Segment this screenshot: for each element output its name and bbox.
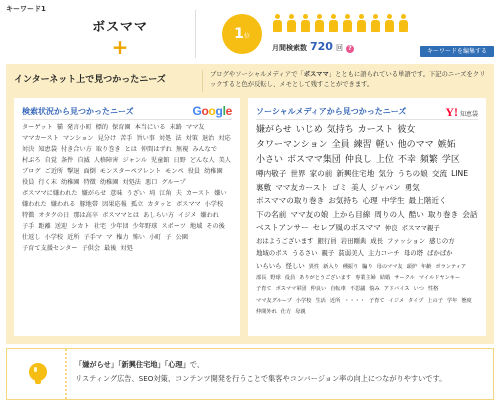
need-word[interactable]: 裏敷 (256, 182, 272, 192)
need-word[interactable]: 小学校 (204, 201, 224, 208)
need-word[interactable]: うるさい (291, 249, 318, 258)
need-word[interactable]: 銀行員 (317, 236, 337, 245)
need-word[interactable]: 最後 (104, 245, 117, 252)
need-word[interactable]: 苦手 (120, 135, 133, 142)
rank-number: 1 (234, 26, 244, 42)
need-word[interactable]: 岩田剛典 (340, 236, 367, 245)
need-word[interactable]: 美人 (218, 157, 231, 164)
need-word[interactable]: 少年団 (110, 223, 129, 230)
need-word[interactable]: 嫌い (214, 190, 227, 197)
need-word[interactable]: 結婚 (379, 275, 391, 282)
need-word[interactable]: 条件 (60, 157, 74, 164)
need-word[interactable]: 世界 (290, 169, 306, 178)
need-word[interactable]: 上の子 (427, 297, 443, 304)
need-word[interactable]: みんなで (192, 146, 218, 153)
panel-divider (202, 70, 203, 92)
insight-text: 「嫌がらせ」「新興住宅地」「心理」で、 リスティング広告、SEO対策、コンテンツ開発を行うことで集客やコンバージョン率の向上につながりやすいです。 (75, 360, 447, 383)
need-word[interactable]: うちの娘 (397, 169, 428, 178)
need-word[interactable]: 自滅 (77, 157, 90, 164)
need-word[interactable]: 頻繁 (419, 155, 438, 165)
need-word[interactable]: どんな人 (189, 157, 215, 164)
edit-keyword-button[interactable]: キーワードを編集する (420, 46, 494, 57)
person-icon (384, 14, 395, 32)
need-word[interactable]: 彼女 (397, 125, 416, 135)
need-word[interactable]: 新入り (323, 263, 339, 270)
person-icon (342, 14, 353, 32)
need-word[interactable]: 撃退 (67, 168, 80, 175)
need-word[interactable]: 保育園 (112, 124, 131, 131)
need-word[interactable]: ゴミ (331, 182, 348, 192)
need-word[interactable]: 小学校 (44, 234, 64, 241)
need-word[interactable]: カタッと (147, 201, 172, 208)
need-word[interactable]: 標的 (95, 124, 109, 131)
plus-icon: + (111, 35, 129, 59)
need-word[interactable]: 豚地帯 (79, 201, 99, 208)
need-word[interactable]: 見分け (97, 135, 117, 142)
need-word[interactable]: 対応 (218, 135, 231, 142)
need-word[interactable]: いらいら (256, 261, 282, 270)
need-word[interactable]: 母親 (295, 308, 306, 315)
monthly-count: 720 (310, 40, 333, 53)
need-word[interactable]: 夫 (175, 190, 182, 197)
need-word[interactable]: 気持ち (326, 125, 354, 135)
lightbulb-icon (29, 363, 47, 381)
need-word[interactable]: 子手 (22, 223, 35, 230)
need-word[interactable]: 怖い (132, 234, 145, 241)
need-word[interactable]: 中学生 (381, 196, 405, 206)
monthly-searches (272, 40, 354, 53)
need-word[interactable]: 自覚 (44, 157, 57, 164)
need-word[interactable]: 母の塔 (403, 249, 423, 258)
need-word[interactable]: ありがとうございます (299, 275, 352, 282)
need-word[interactable]: カースト (185, 190, 211, 197)
need-word[interactable]: ジャパン (370, 182, 401, 192)
google-logo-icon: Google (192, 104, 232, 118)
need-word[interactable]: 勇気 (404, 182, 420, 192)
need-word[interactable]: 子手マ (83, 234, 103, 241)
need-word[interactable]: 態度 (461, 297, 472, 304)
need-word[interactable]: 地域 (189, 223, 203, 230)
need-word[interactable]: 意味 (110, 190, 123, 197)
social-word-cloud (256, 124, 478, 316)
need-word[interactable]: オタクの日 (38, 212, 70, 219)
need-word[interactable]: 地域のボス (256, 249, 288, 258)
need-word[interactable]: マンション (62, 135, 94, 142)
need-word[interactable]: モンペ (165, 168, 184, 175)
need-word[interactable]: 練習 (353, 140, 372, 150)
need-word[interactable]: 幼稚園 (99, 179, 119, 186)
need-word[interactable]: ばかばか (426, 249, 453, 258)
insight-keyword-1: 「嫌がらせ」 (75, 360, 118, 369)
need-word[interactable]: 発言小町 (66, 124, 92, 131)
need-word[interactable]: ボスママに嫌われた (22, 190, 78, 197)
need-word[interactable]: 公園 (175, 234, 188, 241)
need-word[interactable]: 異性 (308, 263, 320, 270)
rank-badge (222, 14, 262, 54)
need-word[interactable]: 最上階近く (408, 196, 447, 206)
need-word[interactable]: 子供会 (81, 245, 101, 252)
need-word[interactable]: ジャンル (122, 157, 147, 164)
need-word[interactable]: 取り巻き (427, 209, 459, 219)
need-word[interactable]: モンスターペアレント (99, 168, 162, 175)
monthly-unit: 回 (335, 44, 343, 52)
need-word[interactable]: マイルドヤンキー (418, 275, 461, 282)
need-word[interactable]: 村ぶろ (22, 157, 41, 164)
insight-keyword-3: 「心理」 (164, 360, 190, 369)
monthly-label: 月間検索数 (272, 44, 307, 52)
need-word[interactable]: 親子 (321, 249, 335, 258)
need-word[interactable]: 役員 (284, 275, 296, 282)
need-word[interactable]: 上位 (375, 155, 394, 165)
need-word[interactable]: 軽い (375, 140, 394, 150)
need-word[interactable]: 面倒 (83, 168, 96, 175)
need-word[interactable]: サークル (394, 275, 415, 282)
need-word[interactable]: 専業主婦 (355, 275, 376, 282)
need-word[interactable]: 頭炉 (406, 263, 418, 270)
yahoo-chiebukuro-logo-icon: Y! 知恵袋 (445, 105, 478, 119)
need-word[interactable]: 噂内敬子 (256, 169, 287, 178)
need-word[interactable]: 嫌がらせ (256, 125, 292, 135)
need-word[interactable]: 美人 (351, 182, 367, 192)
need-word[interactable]: 社宅 (93, 223, 107, 230)
need-word[interactable]: 悩み (369, 286, 380, 293)
need-word[interactable]: 無視 (175, 146, 189, 153)
help-icon[interactable]: ? (346, 45, 354, 53)
need-word[interactable]: 上から目線 (332, 209, 371, 219)
header-divider (195, 10, 196, 58)
need-word[interactable]: ママ友 (185, 124, 205, 131)
need-word[interactable]: 新興住宅地 (336, 169, 375, 178)
need-word[interactable]: ママ友グループ (256, 297, 292, 304)
need-word[interactable]: タワーマンション (256, 140, 328, 150)
need-word[interactable]: 役員 (22, 179, 35, 186)
need-word[interactable]: イジメ (178, 212, 197, 219)
need-word[interactable]: ボスママ集団 (287, 155, 341, 165)
need-word[interactable]: 母のママ友 (376, 263, 403, 270)
need-word[interactable]: ターゲット (22, 124, 53, 131)
need-word[interactable]: 交流 (431, 169, 448, 178)
social-card-header (256, 104, 478, 120)
need-word[interactable]: 不幸 (397, 155, 416, 165)
need-word[interactable]: 孤立 (130, 201, 144, 208)
need-word[interactable]: 成長 (370, 236, 384, 245)
need-word[interactable]: 小さい (256, 155, 284, 165)
need-word[interactable]: いじめ (295, 125, 323, 135)
need-word[interactable]: 埼 (149, 190, 156, 197)
need-word[interactable]: 主力コーチ (367, 249, 400, 258)
need-word[interactable]: 少年野球 (132, 223, 158, 230)
need-word[interactable]: 距離 (38, 223, 51, 230)
need-word[interactable]: あしらい方 (143, 212, 175, 219)
search-word-cloud (22, 124, 232, 253)
need-word[interactable]: 対処 (120, 245, 133, 252)
need-word[interactable]: ボランティア (435, 263, 467, 270)
need-word[interactable]: 嫉妬 (437, 140, 456, 150)
need-word[interactable]: 退治 (201, 135, 215, 142)
need-word[interactable]: 知恵袋 (38, 146, 57, 153)
need-word[interactable]: ボスママ軍団 (275, 286, 307, 293)
need-word[interactable]: スポーツ (161, 223, 186, 230)
need-word[interactable]: 子育て支援センター (22, 245, 78, 252)
need-word[interactable]: ママ友カースト (275, 182, 328, 192)
need-word[interactable]: 子育て (369, 297, 385, 304)
need-word[interactable]: ご近所 (44, 168, 64, 175)
need-word[interactable]: いつ (413, 286, 424, 293)
need-word[interactable]: 気分 (378, 169, 394, 178)
need-word[interactable]: 仲良し (344, 155, 372, 165)
need-word[interactable]: 全員 (331, 140, 350, 150)
need-word[interactable]: うざい (126, 190, 146, 197)
need-word[interactable]: 対策 (185, 135, 198, 142)
panel-description: ブログやソーシャルメディアで「ボスママ」とともに語られている単語です。下記のニーズをクリックすると色が反転し、メモとして残すことができます。 (210, 71, 486, 88)
need-word[interactable]: お気持ち (328, 196, 359, 206)
need-word[interactable]: 幼稚園 (60, 179, 80, 186)
need-word[interactable]: 対処 (159, 135, 172, 142)
need-word[interactable]: イジメ (388, 297, 405, 304)
need-word[interactable]: 人格障害 (93, 157, 119, 164)
person-icon (300, 14, 311, 32)
need-word[interactable]: 騙り (362, 263, 373, 270)
need-word[interactable]: 那は高卒 (73, 212, 99, 219)
need-word[interactable]: 周りの人 (374, 209, 405, 219)
need-word[interactable]: アドバイス (383, 286, 410, 293)
need-word[interactable]: 野球 (270, 275, 281, 282)
need-word[interactable]: ・・・・ (344, 297, 366, 304)
insight-box (6, 348, 494, 400)
need-word[interactable]: 心理 (362, 196, 378, 206)
person-icon (272, 14, 283, 32)
need-word[interactable]: 貧弱美人 (338, 249, 364, 258)
search-needs-card (14, 98, 240, 336)
need-word[interactable]: 仲間外れ (256, 308, 277, 315)
need-word[interactable]: 年齢 (421, 263, 432, 270)
need-word[interactable]: 役員 (187, 168, 201, 175)
need-word[interactable]: とは (124, 146, 137, 153)
need-word[interactable]: 自転車 (330, 286, 346, 293)
need-word[interactable]: 種振り (342, 263, 359, 270)
need-word[interactable]: 怪しい (285, 261, 305, 270)
need-word[interactable]: 行く末 (38, 179, 57, 186)
need-word[interactable]: ボスママの取り巻き (256, 196, 325, 206)
need-word[interactable]: マ (106, 234, 113, 241)
need-word[interactable]: 他のママ (397, 140, 434, 150)
need-word[interactable]: 部長 (256, 275, 267, 282)
person-icon (356, 14, 367, 32)
need-word[interactable]: 嫌われた (22, 201, 47, 208)
need-word[interactable]: 権力 (116, 234, 129, 241)
need-word[interactable]: ママカースト (22, 135, 59, 142)
need-word[interactable]: 仲良い (310, 286, 327, 293)
need-word[interactable]: 法 (175, 135, 182, 142)
needs-panel (6, 64, 494, 344)
need-word[interactable]: 日野 (173, 157, 186, 164)
search-card-header (22, 104, 232, 120)
keyword-label: キーワード1 (6, 5, 46, 13)
need-word[interactable]: 不思議 (349, 286, 366, 293)
need-word[interactable]: セレブ風のボスママ (312, 223, 381, 233)
person-icon (398, 14, 409, 32)
need-word[interactable]: 近所 (67, 234, 80, 241)
need-word[interactable]: 本当にいる (134, 124, 166, 131)
need-word[interactable]: 特徴 (83, 179, 96, 186)
need-word[interactable]: 仕方 (280, 308, 292, 315)
need-word[interactable]: 酷い (408, 209, 424, 219)
need-word[interactable]: ママ友の娘 (290, 209, 329, 219)
insight-keyword-2: 「新興住宅地」 (117, 360, 165, 369)
need-word[interactable]: タイプ (408, 297, 424, 304)
search-card-title: 検索状況から見つかったニーズ (22, 107, 134, 116)
need-word[interactable]: ボスママ親子 (401, 224, 440, 233)
need-word[interactable]: その後 (206, 223, 225, 230)
need-word[interactable]: 仕返し (22, 234, 41, 241)
need-word[interactable]: ボスママ (175, 201, 201, 208)
need-word[interactable]: 因果応報 (102, 201, 127, 208)
need-word[interactable]: 感じの方 (429, 236, 455, 245)
need-word[interactable]: 生活 (315, 297, 326, 304)
need-word[interactable]: 猫 (56, 124, 63, 131)
need-word[interactable]: おはようございます (256, 236, 314, 245)
need-word[interactable]: 子 (165, 234, 172, 241)
need-word[interactable]: 取り巻き (95, 146, 121, 153)
need-word[interactable]: 対処法 (122, 179, 141, 186)
keyword-text: ボスママ (92, 20, 148, 35)
social-needs-card (248, 98, 486, 336)
need-word[interactable]: 送迎 (54, 223, 68, 230)
person-icon (314, 14, 325, 32)
need-word[interactable]: ベストアンサー (256, 223, 309, 233)
person-icon (370, 14, 381, 32)
person-icon (286, 14, 297, 32)
need-word[interactable]: 児童館 (150, 157, 170, 164)
need-word[interactable]: 子育て (256, 286, 272, 293)
need-word[interactable]: 下の名前 (256, 209, 287, 219)
need-word[interactable]: 付き合い方 (60, 146, 92, 153)
need-word[interactable]: 仲良 (384, 224, 398, 233)
need-word[interactable]: 性格 (427, 286, 439, 293)
need-word[interactable]: 仲間はずれ (141, 146, 172, 153)
need-word[interactable]: 小学校 (295, 297, 312, 304)
need-word[interactable]: 嫌われ (200, 212, 219, 219)
need-word[interactable]: シカト (71, 223, 90, 230)
need-word[interactable]: カースト (357, 125, 394, 135)
need-word[interactable]: 江角 (159, 190, 172, 197)
need-word[interactable]: 旨い事 (136, 135, 155, 142)
need-word[interactable]: 学年 (446, 297, 458, 304)
social-card-title: ソーシャルメディアから見つかったニーズ (256, 107, 407, 116)
keyword-block (70, 16, 170, 57)
need-word[interactable]: 学区 (441, 155, 460, 165)
bulb-area (7, 349, 67, 399)
need-word[interactable]: ボスママとは (102, 212, 140, 219)
need-word[interactable]: 末路 (169, 124, 182, 131)
need-word[interactable]: 家の前 (309, 169, 333, 178)
popularity-people-icons (272, 14, 409, 32)
need-word[interactable]: 対決 (22, 146, 35, 153)
need-word[interactable]: 近所 (329, 297, 341, 304)
need-word[interactable]: ファッション (387, 236, 426, 245)
person-icon (328, 14, 339, 32)
need-word[interactable]: 特徴 (22, 212, 35, 219)
need-word[interactable]: 嫌われる (50, 201, 76, 208)
need-word[interactable]: 嫌がらせ (81, 190, 107, 197)
need-word[interactable]: 悪口 (145, 179, 158, 186)
panel-title: インターネット上で見つかったニーズ (14, 75, 166, 85)
need-word[interactable]: 幼稚園 (204, 168, 223, 175)
insight-line-2: リスティング広告、SEO対策、コンテンツ開発を行うことで集客やコンバージョン率の向上につながりやすいです。 (75, 374, 447, 383)
need-word[interactable]: 小町 (149, 234, 162, 241)
need-word[interactable]: ブログ (22, 168, 41, 175)
need-word[interactable]: 会話 (462, 209, 478, 219)
description-keyword: ボスママ (303, 71, 329, 78)
need-word[interactable]: LINE (451, 169, 469, 178)
need-word[interactable]: グループ (161, 179, 186, 186)
rank-unit: 位 (243, 33, 250, 40)
